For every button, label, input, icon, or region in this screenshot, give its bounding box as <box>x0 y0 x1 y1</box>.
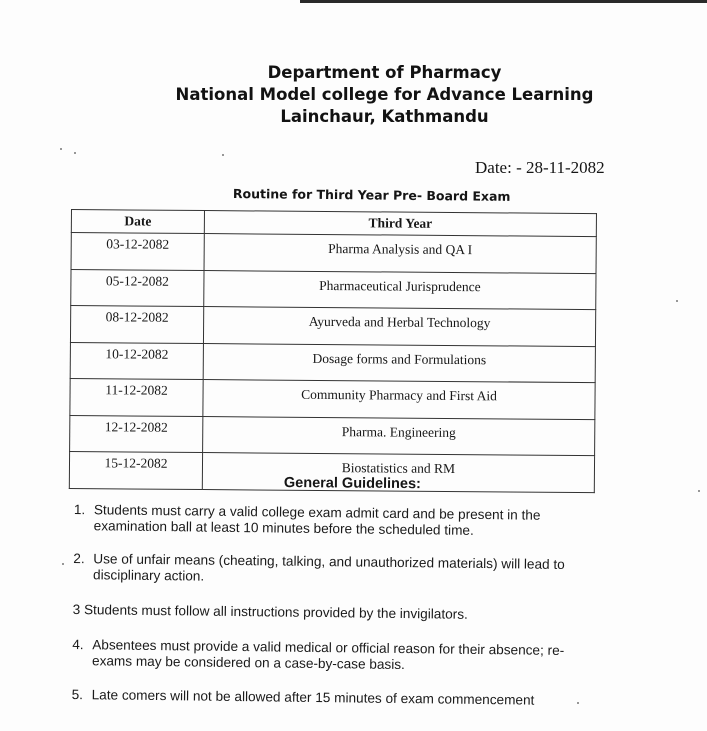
college-name: National Model college for Advance Learning <box>175 85 594 104</box>
routine-table <box>69 209 597 493</box>
table-row <box>71 269 596 310</box>
exam-date-cell: 12-12-2082 <box>70 415 203 453</box>
exam-subject-cell: Pharma Analysis and QA I <box>204 234 596 274</box>
list-item <box>74 502 602 540</box>
list-item-number: 1. <box>73 502 86 518</box>
list-item <box>73 602 601 624</box>
exam-subject-cell: Dosage forms and Formulations <box>203 343 595 383</box>
table-row <box>71 233 596 274</box>
scan-speck <box>60 148 62 150</box>
list-item-text: Students must carry a valid college exam admit card and be present in the examination ball at least 10 minutes before the scheduled time. <box>93 502 541 538</box>
list-item <box>72 637 600 675</box>
list-item <box>72 687 600 709</box>
table-row <box>70 378 595 419</box>
scan-speck <box>676 300 678 302</box>
exam-date-cell: 10-12-2082 <box>70 342 203 380</box>
list-item-number: 3 <box>72 601 81 618</box>
issue-date: Date: - 28-11-2082 <box>475 158 605 177</box>
table-row <box>70 306 595 347</box>
department-name: Department of Pharmacy <box>267 63 502 82</box>
scan-speck <box>577 702 579 704</box>
list-item-number: 5. <box>71 686 84 703</box>
list-item-text: Students must follow all instructions provided by the invigilators. <box>83 602 468 622</box>
list-item-text: Late comers will not be allowed after 15 minutes of exam commencement <box>91 687 535 708</box>
guidelines-list <box>72 502 602 709</box>
exam-date-cell: 08-12-2082 <box>70 306 203 344</box>
table-row <box>70 342 595 383</box>
exam-subject-cell: Pharma. Engineering <box>203 416 595 456</box>
list-item-number: 4. <box>72 636 84 653</box>
exam-date-cell: 05-12-2082 <box>71 269 204 307</box>
scan-speck <box>62 563 64 565</box>
scan-speck <box>698 490 700 492</box>
list-item <box>73 551 601 589</box>
scan-speck <box>74 152 76 154</box>
scan-speck <box>222 154 224 156</box>
exam-subject-cell: Pharmaceutical Jurisprudence <box>204 270 596 310</box>
college-location: Lainchaur, Kathmandu <box>280 107 489 126</box>
column-header-date: Date <box>71 210 204 234</box>
guidelines-title: General Guidelines: <box>283 475 421 493</box>
exam-subject-cell: Ayurveda and Herbal Technology <box>203 307 595 347</box>
exam-date-cell: 11-12-2082 <box>70 378 203 416</box>
exam-date-cell: 03-12-2082 <box>71 233 204 271</box>
scan-edge-line <box>300 0 707 3</box>
list-item-text: Use of unfair means (cheating, talking, and unauthorized materials) will lead to disciplinary action. <box>93 551 565 584</box>
column-header-third-year: Third Year <box>204 211 596 237</box>
routine-title: Routine for Third Year Pre- Board Exam <box>232 186 511 204</box>
exam-subject-cell: Biostatistics and RM <box>202 453 594 493</box>
exam-subject-cell: Community Pharmacy and First Aid <box>203 380 595 420</box>
table-row <box>70 415 595 456</box>
list-item-text: Absentees must provide a valid medical or official reason for their absence; re- exams may be considered on a case-by-case basis. <box>91 637 565 673</box>
list-item-number: 2. <box>73 550 85 567</box>
exam-date-cell: 15-12-2082 <box>69 451 202 489</box>
document-header <box>0 62 707 128</box>
